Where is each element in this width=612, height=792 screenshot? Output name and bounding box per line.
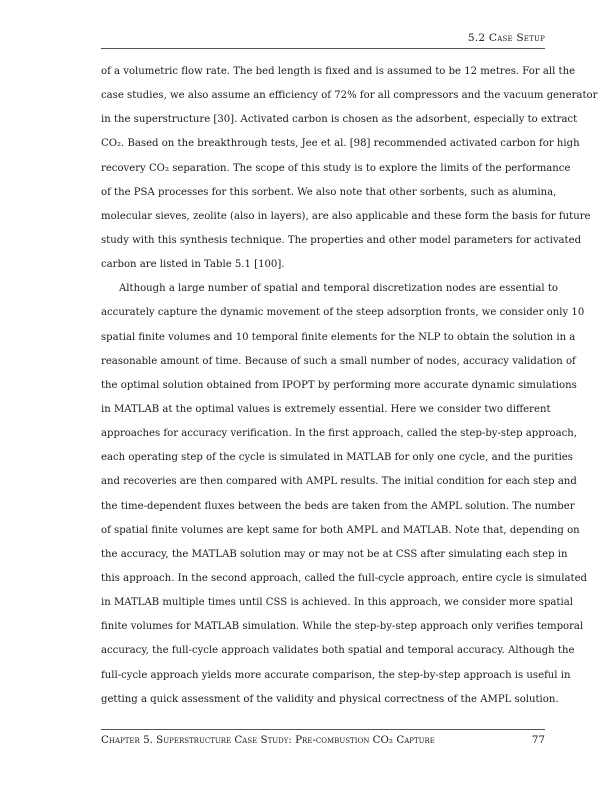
text-line: of spatial finite volumes are kept same for both AMPL and MATLAB. Note that, depending on [101,524,580,536]
text-line: case studies, we also assume an efficiency of 72% for all compressors and the vacuum generator [101,90,598,102]
text-line: the accuracy, the MATLAB solution may or may not be at CSS after simulating each step in [101,548,568,560]
text-line: of the PSA processes for this sorbent. We also note that other sorbents, such as alumina, [101,186,557,198]
page-number: 77 [531,734,545,746]
page-footer [101,734,545,750]
text-line: of a volumetric flow rate. The bed length is fixed and is assumed to be 12 metres. For all the [101,66,576,77]
text-line: molecular sieves, zeolite (also in layers), are also applicable and these form the basis for future [101,210,591,222]
text-line: the optimal solution obtained from IPOPT by performing more accurate dynamic simulations [101,379,577,391]
text-line: getting a quick assessment of the validity and physical correctness of the AMPL solution. [101,693,559,705]
text-line: study with this synthesis technique. The properties and other model parameters for activated [101,234,582,246]
chapter-title: Chapter 5. Superstructure Case Study: Pre-combustion CO₂ Capture [101,734,435,746]
text-line: in MATLAB at the optimal values is extremely essential. Here we consider two different [101,403,551,415]
text-line: approaches for accuracy verification. In the first approach, called the step-by-step approach, [101,428,578,440]
paragraph-1 [101,60,598,277]
text-line: each operating step of the cycle is simulated in MATLAB for only one cycle, and the purities [101,452,573,464]
text-line: finite volumes for MATLAB simulation. While the step-by-step approach only verifies temporal [101,621,584,633]
text-line: accurately capture the dynamic movement of the steep adsorption fronts, we consider only 10 [101,307,585,319]
footer-rule [101,729,545,730]
text-line: in MATLAB multiple times until CSS is achieved. In this approach, we consider more spatial [101,597,573,609]
text-line: and recoveries are then compared with AMPL results. The initial condition for each step and [101,476,577,488]
text-line: reasonable amount of time. Because of such a small number of nodes, accuracy validation of [101,355,576,367]
text-line: full-cycle approach yields more accurate comparison, the step-by-step approach is useful in [101,669,571,681]
text-line: in the superstructure [30]. Activated carbon is chosen as the adsorbent, especially to extract [101,114,578,126]
body-text [101,60,598,712]
text-line: recovery CO₂ separation. The scope of this study is to explore the limits of the performance [101,162,571,174]
text-line: carbon are listed in Table 5.1 [100]. [101,259,285,271]
text-line: CO₂. Based on the breakthrough tests, Jee et al. [98] recommended activated carbon for high [101,138,580,150]
paragraph-2 [101,277,588,712]
text-line: the time-dependent fluxes between the beds are taken from the AMPL solution. The number [101,500,575,512]
running-head: 5.2 Case Setup [467,32,545,44]
header-rule [101,48,545,49]
text-line: spatial finite volumes and 10 temporal finite elements for the NLP to obtain the solution in a [101,331,576,343]
text-line: accuracy, the full-cycle approach validates both spatial and temporal accuracy. Although the [101,645,575,657]
text-line: Although a large number of spatial and temporal discretization nodes are essential to [119,283,558,295]
text-line: this approach. In the second approach, called the full-cycle approach, entire cycle is simulated [101,572,588,584]
